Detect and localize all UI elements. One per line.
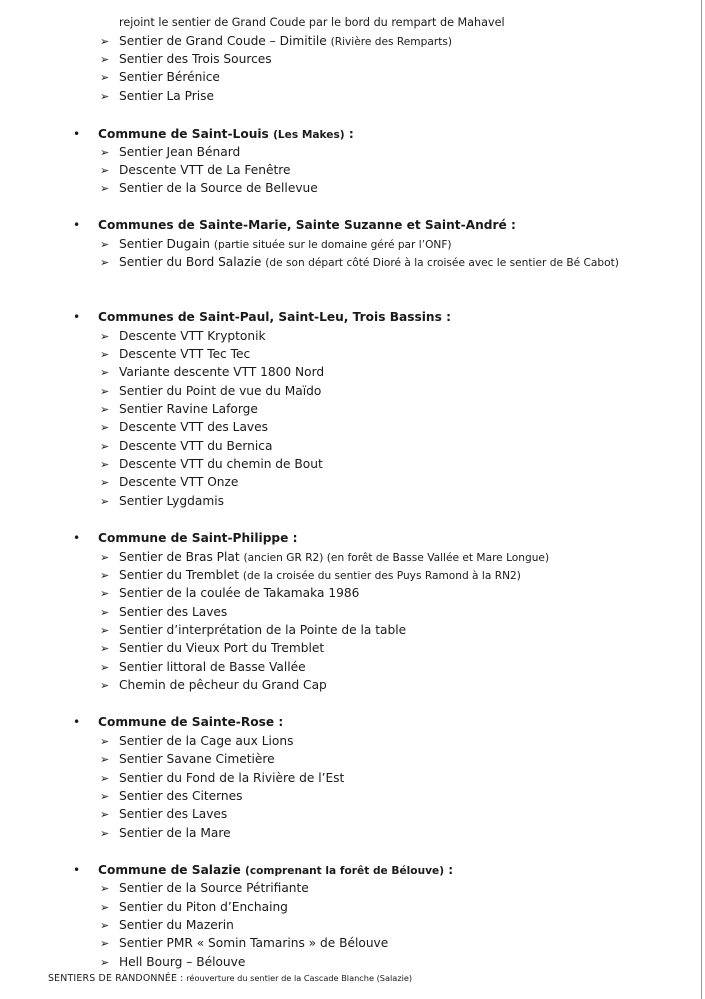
section-title-note: (Les Makes) bbox=[273, 129, 345, 141]
list-item bbox=[100, 475, 238, 489]
arrow-bullet-icon: ➢ bbox=[100, 937, 110, 950]
arrow-bullet-icon: ➢ bbox=[100, 901, 110, 914]
list-item bbox=[100, 365, 324, 379]
arrow-bullet-icon: ➢ bbox=[100, 735, 110, 748]
item-label: Sentier Bérénice bbox=[119, 70, 220, 84]
arrow-bullet-icon: ➢ bbox=[100, 440, 110, 453]
item-note: (ancien GR R2) (en forêt de Basse Vallée et Mare Longue) bbox=[243, 552, 550, 564]
section-heading bbox=[73, 218, 516, 232]
list-item bbox=[100, 550, 549, 564]
item-label: Descente VTT Kryptonik bbox=[119, 329, 266, 343]
item-label: Descente VTT Tec Tec bbox=[119, 347, 251, 361]
bullet-icon: • bbox=[73, 310, 81, 324]
list-item bbox=[100, 439, 272, 453]
item-note: (partie située sur le domaine géré par l’ONF) bbox=[213, 239, 452, 251]
item-label: Sentier des Laves bbox=[119, 605, 228, 619]
list-item bbox=[100, 900, 288, 914]
bullet-icon: • bbox=[73, 863, 81, 877]
list-item bbox=[100, 457, 323, 471]
section-colon: : bbox=[274, 715, 284, 729]
list-item bbox=[100, 586, 359, 600]
item-label: Sentier des Trois Sources bbox=[119, 52, 272, 66]
arrow-bullet-icon: ➢ bbox=[100, 421, 110, 434]
bullet-icon: • bbox=[73, 531, 81, 545]
list-item bbox=[100, 918, 234, 932]
item-label: Sentier de la Mare bbox=[119, 826, 231, 840]
section-title: Commune de Salazie bbox=[98, 863, 241, 877]
item-label: Sentier de Bras Plat bbox=[119, 550, 240, 564]
arrow-bullet-icon: ➢ bbox=[100, 919, 110, 932]
arrow-bullet-icon: ➢ bbox=[100, 956, 110, 969]
list-item bbox=[100, 807, 227, 821]
list-item bbox=[100, 329, 266, 343]
section-heading bbox=[73, 531, 298, 545]
item-label: Sentier de la Source de Bellevue bbox=[119, 181, 318, 195]
arrow-bullet-icon: ➢ bbox=[100, 146, 110, 159]
arrow-bullet-icon: ➢ bbox=[100, 35, 110, 48]
section-heading bbox=[73, 863, 453, 877]
arrow-bullet-icon: ➢ bbox=[100, 808, 110, 821]
item-label: Sentier de la coulée de Takamaka 1986 bbox=[119, 586, 360, 600]
arrow-bullet-icon: ➢ bbox=[100, 753, 110, 766]
list-item bbox=[100, 568, 521, 582]
page-edge bbox=[701, 0, 702, 999]
list-item bbox=[100, 347, 250, 361]
item-label: Sentier du Point de vue du Maïdo bbox=[119, 384, 322, 398]
arrow-bullet-icon: ➢ bbox=[100, 642, 110, 655]
section-title: Communes de Saint-Paul, Saint-Leu, Trois Bassins bbox=[98, 310, 442, 324]
list-item bbox=[100, 384, 321, 398]
item-label: Sentier Ravine Laforge bbox=[119, 402, 258, 416]
arrow-bullet-icon: ➢ bbox=[100, 182, 110, 195]
item-label: Chemin de pêcheur du Grand Cap bbox=[119, 678, 327, 692]
arrow-bullet-icon: ➢ bbox=[100, 772, 110, 785]
arrow-bullet-icon: ➢ bbox=[100, 587, 110, 600]
item-label: Sentier Lygdamis bbox=[119, 494, 224, 508]
section-title: Commune de Sainte-Rose bbox=[98, 715, 275, 729]
item-label: Sentier des Laves bbox=[119, 807, 228, 821]
section-title: Communes de Sainte-Marie, Sainte Suzanne et Saint-André bbox=[98, 218, 507, 232]
item-label: Descente VTT du Bernica bbox=[119, 439, 273, 453]
section-title: Commune de Saint-Philippe bbox=[98, 531, 289, 545]
list-item bbox=[100, 752, 275, 766]
item-label: Descente VTT des Laves bbox=[119, 420, 268, 434]
arrow-bullet-icon: ➢ bbox=[100, 882, 110, 895]
item-label: Sentier littoral de Basse Vallée bbox=[119, 660, 306, 674]
section-heading bbox=[73, 715, 283, 729]
list-item bbox=[100, 771, 344, 785]
arrow-bullet-icon: ➢ bbox=[100, 366, 110, 379]
item-label: Sentier de la Cage aux Lions bbox=[119, 734, 294, 748]
item-label: Sentier du Fond de la Rivière de l’Est bbox=[119, 771, 345, 785]
item-label: Sentier PMR « Somin Tamarins » de Bélouve bbox=[119, 936, 389, 950]
section-colon: : bbox=[444, 863, 454, 877]
item-label: Descente VTT Onze bbox=[119, 475, 239, 489]
item-label: Sentier des Citernes bbox=[119, 789, 243, 803]
section-colon: : bbox=[288, 531, 298, 545]
list-item bbox=[100, 70, 220, 84]
list-item bbox=[100, 881, 309, 895]
arrow-bullet-icon: ➢ bbox=[100, 348, 110, 361]
arrow-bullet-icon: ➢ bbox=[100, 551, 110, 564]
item-label: Sentier d’interprétation de la Pointe de la table bbox=[119, 623, 407, 637]
list-item bbox=[100, 163, 291, 177]
list-item bbox=[100, 660, 306, 674]
item-label: Sentier Jean Bénard bbox=[119, 145, 241, 159]
arrow-bullet-icon: ➢ bbox=[100, 403, 110, 416]
list-item bbox=[100, 678, 327, 692]
item-label: Sentier Savane Cimetière bbox=[119, 752, 275, 766]
bullet-icon: • bbox=[73, 218, 81, 232]
section-heading bbox=[73, 310, 451, 324]
arrow-bullet-icon: ➢ bbox=[100, 661, 110, 674]
list-item bbox=[100, 237, 452, 251]
arrow-bullet-icon: ➢ bbox=[100, 458, 110, 471]
section-colon: : bbox=[506, 218, 516, 232]
section-title: Commune de Saint-Louis bbox=[98, 127, 269, 141]
item-label: Sentier du Mazerin bbox=[119, 918, 234, 932]
item-label: Sentier de Grand Coude – Dimitile bbox=[119, 34, 327, 48]
item-label: Sentier du Bord Salazie bbox=[119, 255, 262, 269]
item-note: (de son départ côté Dioré à la croisée avec le sentier de Bé Cabot) bbox=[265, 257, 619, 269]
arrow-bullet-icon: ➢ bbox=[100, 330, 110, 343]
item-label: Sentier Dugain bbox=[119, 237, 210, 251]
section-colon: : bbox=[344, 127, 354, 141]
list-item bbox=[100, 936, 388, 950]
bullet-icon: • bbox=[73, 715, 81, 729]
list-item bbox=[100, 734, 293, 748]
arrow-bullet-icon: ➢ bbox=[100, 385, 110, 398]
list-item bbox=[100, 494, 224, 508]
item-note: (Rivière des Remparts) bbox=[330, 36, 452, 48]
list-item bbox=[100, 145, 240, 159]
list-item bbox=[100, 402, 258, 416]
arrow-bullet-icon: ➢ bbox=[100, 164, 110, 177]
footer-separator: : bbox=[177, 973, 187, 984]
list-item bbox=[100, 34, 452, 48]
footer-title: SENTIERS DE RANDONNÉE bbox=[48, 973, 178, 984]
list-item bbox=[119, 253, 674, 272]
list-item bbox=[100, 641, 324, 655]
arrow-bullet-icon: ➢ bbox=[100, 569, 110, 582]
item-label: Sentier du Vieux Port du Tremblet bbox=[119, 641, 325, 655]
item-label: Descente VTT du chemin de Bout bbox=[119, 457, 323, 471]
list-item bbox=[100, 605, 227, 619]
bullet-icon: • bbox=[73, 127, 81, 141]
arrow-bullet-icon: ➢ bbox=[100, 495, 110, 508]
page-footer bbox=[48, 973, 412, 984]
item-note: (de la croisée du sentier des Puys Ramond à la RN2) bbox=[242, 570, 521, 582]
list-item bbox=[100, 181, 318, 195]
arrow-bullet-icon: ➢ bbox=[100, 71, 110, 84]
arrow-bullet-icon: ➢ bbox=[100, 476, 110, 489]
list-item bbox=[100, 420, 268, 434]
list-item bbox=[100, 789, 243, 803]
arrow-bullet-icon: ➢ bbox=[100, 53, 110, 66]
item-label: Sentier du Tremblet bbox=[119, 568, 240, 582]
item-label: Sentier La Prise bbox=[119, 89, 215, 103]
section-title-note: (comprenant la forêt de Bélouve) bbox=[245, 865, 445, 877]
arrow-bullet-icon: ➢ bbox=[100, 679, 110, 692]
list-item bbox=[100, 826, 231, 840]
item-label: Hell Bourg – Bélouve bbox=[119, 955, 246, 969]
arrow-bullet-icon: ➢ bbox=[100, 624, 110, 637]
section-heading bbox=[73, 127, 354, 141]
list-item bbox=[100, 89, 214, 103]
item-label: Sentier du Piton d’Enchaing bbox=[119, 900, 288, 914]
item-label: Descente VTT de La Fenêtre bbox=[119, 163, 291, 177]
arrow-bullet-icon: ➢ bbox=[100, 827, 110, 840]
arrow-bullet-icon: ➢ bbox=[100, 606, 110, 619]
list-item bbox=[100, 623, 406, 637]
item-label: Sentier de la Source Pétrifiante bbox=[119, 881, 309, 895]
continuation-text: rejoint le sentier de Grand Coude par le bord du rempart de Mahavel bbox=[119, 16, 505, 29]
arrow-bullet-icon: ➢ bbox=[100, 238, 110, 251]
arrow-bullet-icon: ➢ bbox=[100, 790, 110, 803]
item-label: Variante descente VTT 1800 Nord bbox=[119, 365, 325, 379]
list-item bbox=[100, 955, 245, 969]
list-item-marker bbox=[100, 255, 119, 269]
arrow-bullet-icon: ➢ bbox=[100, 90, 110, 103]
list-item bbox=[100, 52, 272, 66]
arrow-bullet-icon: ➢ bbox=[100, 256, 110, 269]
section-colon: : bbox=[441, 310, 451, 324]
footer-description: réouverture du sentier de la Cascade Blanche (Salazie) bbox=[186, 973, 413, 983]
